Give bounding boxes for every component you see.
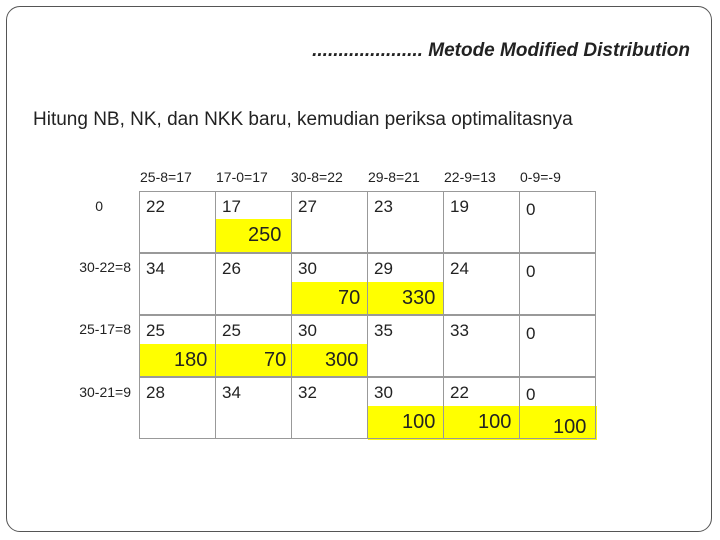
allocation-value: 250	[248, 224, 282, 246]
allocation-value: 70	[264, 349, 287, 371]
cost-value: 22	[450, 383, 469, 402]
col-header-1: 25-8=17	[140, 169, 192, 185]
row-header-4: 30-21=9	[79, 384, 131, 400]
cost-value: 17	[222, 197, 241, 216]
cost-value: 27	[298, 197, 317, 216]
cell-r2-c6	[519, 253, 596, 315]
cell-r3-c6	[519, 315, 596, 377]
cost-value: 26	[222, 259, 241, 278]
cost-value: 34	[146, 259, 165, 278]
cost-value: 32	[298, 383, 317, 402]
cost-value: 25	[146, 321, 165, 340]
row-header-3: 25-17=8	[79, 321, 131, 337]
cell-r1-c3	[291, 191, 368, 253]
row-header-2: 30-22=8	[79, 259, 131, 275]
allocation-value: 100	[402, 411, 436, 433]
cost-value: 29	[374, 259, 393, 278]
col-header-2: 17-0=17	[216, 169, 268, 185]
cell-r2-c5	[443, 253, 520, 315]
row-header-1: 0	[95, 198, 103, 214]
allocation-value: 180	[174, 349, 208, 371]
allocation-value: 330	[402, 287, 436, 309]
cost-value: 25	[222, 321, 241, 340]
cost-value: 24	[450, 259, 469, 278]
cost-value: 33	[450, 321, 469, 340]
col-header-3: 30-8=22	[291, 169, 343, 185]
cell-r1-c5	[443, 191, 520, 253]
instruction-text: Hitung NB, NK, dan NKK baru, kemudian periksa optimalitasnya	[33, 109, 573, 130]
col-header-5: 22-9=13	[444, 169, 496, 185]
allocation-value: 70	[338, 287, 361, 309]
cell-r1-c1	[139, 191, 216, 253]
cost-value: 35	[374, 321, 393, 340]
allocation-value: 100	[478, 411, 512, 433]
cell-r3-c4	[367, 315, 444, 377]
cost-value: 0	[526, 324, 536, 343]
cost-value: 30	[374, 383, 393, 402]
cost-value: 30	[298, 259, 317, 278]
cell-r4-c3	[291, 377, 368, 439]
cost-value: 28	[146, 383, 165, 402]
col-header-6: 0-9=-9	[520, 169, 561, 185]
cost-value: 0	[526, 262, 536, 281]
allocation-value: 100	[553, 416, 587, 438]
col-header-4: 29-8=21	[368, 169, 420, 185]
cell-r3-c5	[443, 315, 520, 377]
cost-value: 34	[222, 383, 241, 402]
allocation-value: 300	[325, 349, 359, 371]
cost-value: 30	[298, 321, 317, 340]
cell-r2-c2	[215, 253, 292, 315]
cell-r1-c6	[519, 191, 596, 253]
cost-value: 19	[450, 197, 469, 216]
cost-value: 23	[374, 197, 393, 216]
cell-r4-c1	[139, 377, 216, 439]
cost-value: 22	[146, 197, 165, 216]
cell-r4-c2	[215, 377, 292, 439]
slide-title: ..................... Metode Modified Distribution	[312, 40, 690, 61]
cost-value: 0	[526, 385, 536, 404]
cell-r2-c1	[139, 253, 216, 315]
cost-value: 0	[526, 200, 536, 219]
cell-r1-c4	[367, 191, 444, 253]
